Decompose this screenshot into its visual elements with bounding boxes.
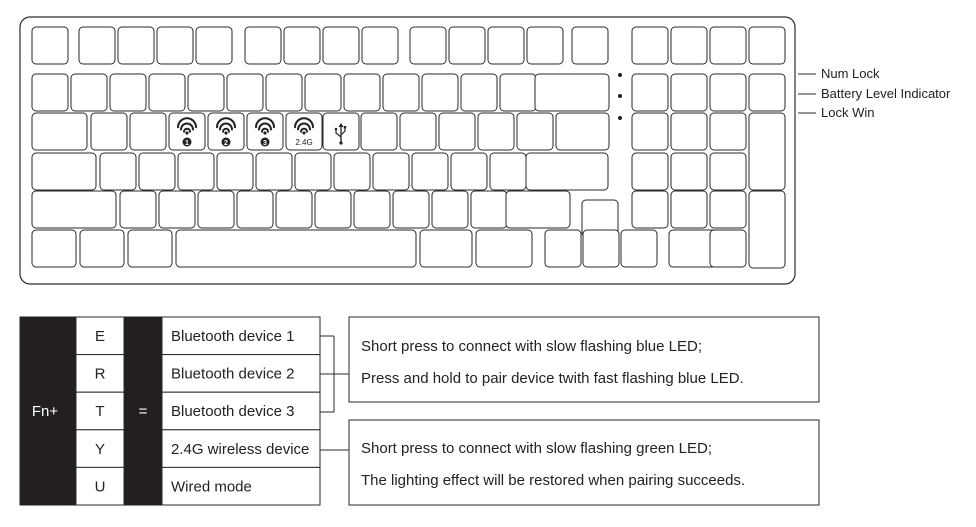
wireless-key [247,113,283,150]
key [295,153,331,190]
key [245,27,281,64]
key [439,113,475,150]
key [284,27,320,64]
key [749,191,785,268]
key [710,27,746,64]
key [526,153,608,190]
mode-label: Bluetooth device 3 [171,403,295,421]
key [671,27,707,64]
key [535,74,609,111]
key [91,113,127,150]
key [120,191,156,228]
mode-label: Wired mode [171,478,252,496]
key [315,191,351,228]
wireless-note-line2: The lighting effect will be restored when pairing succeeds. [361,472,746,489]
key [361,113,397,150]
key [420,230,472,267]
bluetooth-note-line1: Short press to connect with slow flashing blue LED; [361,338,703,355]
key [488,27,524,64]
key [323,27,359,64]
key [400,113,436,150]
key [749,74,785,111]
key [461,74,497,111]
key [632,113,668,150]
key [334,153,370,190]
shortcut-table [76,317,320,505]
key [344,74,380,111]
key [276,191,312,228]
key [422,74,458,111]
key [490,153,526,190]
key-letter: U [94,478,106,496]
key [710,153,746,190]
key-letter: R [94,365,106,383]
key [198,191,234,228]
key [412,153,448,190]
num-lock-label: Num Lock [821,66,880,81]
lock-win-led [618,116,622,120]
key [476,230,532,267]
key [79,27,115,64]
wireless-key [169,113,205,150]
wireless-key [208,113,244,150]
key [710,113,746,150]
key [749,27,785,64]
key [449,27,485,64]
key [749,113,785,190]
badge-label: 2.4G [295,138,313,147]
key [632,74,668,111]
key [373,153,409,190]
key [32,153,96,190]
key [632,191,668,228]
fn-label: Fn+ [31,403,59,420]
key [80,230,124,267]
table-row [76,392,320,430]
key [196,27,232,64]
key [110,74,146,111]
key [32,74,68,111]
key [157,27,193,64]
key [393,191,429,228]
key [266,74,302,111]
badge-label: 3 [263,140,267,147]
key [451,153,487,190]
key [32,191,116,228]
key [100,153,136,190]
function-key-group [169,113,359,150]
key [159,191,195,228]
key [621,230,657,267]
key [671,74,707,111]
key [572,27,608,64]
key [217,153,253,190]
key [478,113,514,150]
key [527,27,563,64]
table-row [76,355,320,393]
key [383,74,419,111]
key [305,74,341,111]
table-row [76,430,320,468]
key [471,191,507,228]
key [176,230,416,267]
battery-led [618,94,622,98]
mode-label: Bluetooth device 2 [171,365,295,383]
key-letter: E [94,328,106,345]
key [583,230,619,267]
key [671,153,707,190]
key [149,74,185,111]
battery-label: Battery Level Indicator [821,86,951,101]
badge-label: 1 [185,140,189,147]
key [32,27,68,64]
key [118,27,154,64]
key [32,113,87,150]
key [671,113,707,150]
key [130,113,166,150]
table-row [76,317,320,355]
key [432,191,468,228]
bluetooth-note-box [349,317,819,402]
key [128,230,172,267]
key [362,27,398,64]
key-letter: Y [94,440,106,458]
key [71,74,107,111]
key [632,153,668,190]
key [632,27,668,64]
key [188,74,224,111]
key [506,191,570,228]
mode-label: Bluetooth device 1 [171,328,295,345]
key [517,113,553,150]
mode-label: 2.4G wireless device [171,440,310,458]
key [710,74,746,111]
key [671,191,707,228]
wireless-note-box [349,420,819,505]
key [710,191,746,228]
badge-label: 2 [224,140,228,147]
bluetooth-note-line2: Press and hold to pair device twith fast flashing blue LED. [361,370,744,387]
wireless-note-line1: Short press to connect with slow flashing green LED; [361,440,713,457]
equals-label: = [138,403,148,420]
table-row [76,467,320,505]
key [545,230,581,267]
key [354,191,390,228]
key [256,153,292,190]
wireless-key [286,113,322,150]
key [556,113,609,150]
lock-win-label: Lock Win [821,105,875,120]
key [178,153,214,190]
key [139,153,175,190]
key [32,230,76,267]
key-letter: T [95,403,105,421]
usb-key [323,113,359,150]
key [500,74,536,111]
key [710,230,746,267]
key [410,27,446,64]
num-lock-led [618,73,622,77]
key [237,191,273,228]
key [227,74,263,111]
